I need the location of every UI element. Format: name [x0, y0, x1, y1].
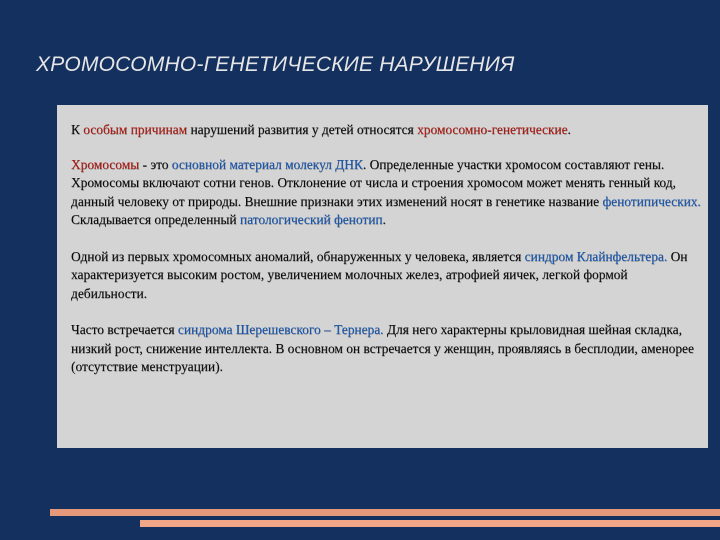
- content-panel: [57, 105, 708, 448]
- paragraph-klinefelter: [71, 248, 702, 304]
- highlight-turner: синдрома Шерешевского – Тернера.: [177, 322, 384, 337]
- text-run: Часто встречается: [71, 322, 178, 337]
- highlight-pathological-phenotype: патологический фенотип: [239, 212, 383, 227]
- text-run: Одной из первых хромосомных аномалий, обнаруженных у человека, является: [71, 248, 525, 264]
- text-run: .: [567, 122, 571, 137]
- text-run: - это: [139, 156, 172, 172]
- paragraph-chromosomes: [71, 156, 702, 230]
- highlight-special-causes: особым причинам: [83, 122, 188, 137]
- text-run: Он характеризуется высоким ростом, увеличением молочных желез, атрофией яичек, легкой формой дебильности.: [71, 248, 688, 301]
- text-run: нарушений развития у детей относятся: [187, 122, 418, 137]
- highlight-chromosomal-genetic: хромосомно-генетические: [417, 122, 568, 137]
- decorative-bar-bottom: [140, 520, 720, 527]
- text-run: Для него характерны крыловидная шейная складка, низкий рост, снижение интеллекта. В основном он встречается у женщин, проявляясь в бесплодии, аменорее (отсутствие менструации).: [71, 322, 694, 374]
- decorative-bar-top: [50, 509, 720, 516]
- text-run: .: [382, 212, 386, 227]
- text-run: Складывается определенный: [71, 212, 240, 227]
- highlight-chromosomes: Хромосомы: [71, 156, 140, 172]
- slide-title: ХРОМОСОМНО-ГЕНЕТИЧЕСКИЕ НАРУШЕНИЯ: [36, 53, 515, 76]
- text-run: К: [71, 122, 84, 137]
- paragraph-causes: [71, 121, 702, 140]
- highlight-dna-material: основной материал молекул ДНК: [171, 156, 363, 172]
- highlight-klinefelter: синдром Клайнфельтера.: [524, 248, 668, 264]
- highlight-phenotypic: фенотипических.: [602, 193, 701, 209]
- text-run: . Определенные участки хромосом составляют гены. Хромосомы включают сотни генов. Отклонение от числа и строения хромосом может менять генный код, данный человеку от природы. Внешние признаки этих изменений носят в генетике название: [71, 156, 676, 209]
- paragraph-turner: [71, 321, 702, 377]
